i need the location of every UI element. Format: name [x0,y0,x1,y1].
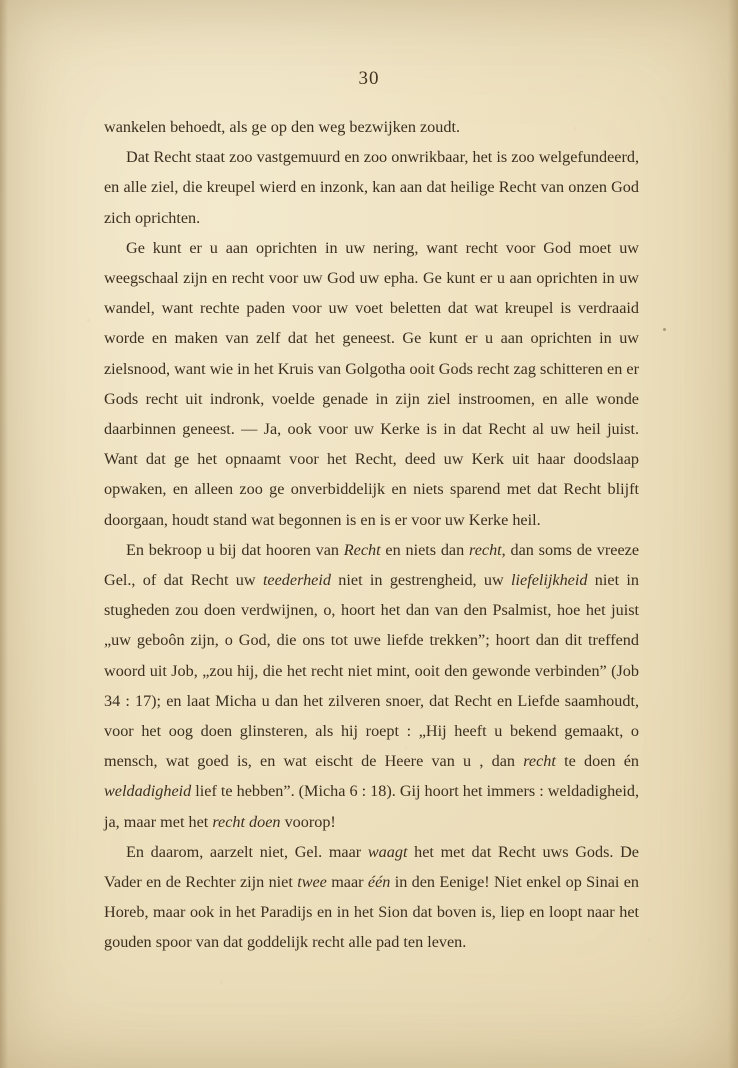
text-run: Dat Recht staat zoo vastgemuurd en zoo onwrikbaar, het is zoo welgefundeerd, en alle ziel, die kreupel wierd en inzonk, kan aan dat heilige Recht van onzen God zich oprichten. [104,148,639,227]
text-run: Ge kunt er u aan oprichten in uw nering, want recht voor God moet uw weegschaal zijn en recht voor uw God uw epha. Ge kunt er u aan oprichten in uw wandel, want rechte paden voor uw voet beletten dat wat kreupel is verdraaid worde en maken van zelf dat het geneest. Ge kunt er u aan oprichten in uw zielsnood, want wie in het Kruis van Golgotha ooit Gods recht zag schitteren en er Gods recht uit indronk, voelde genade in zijn ziel instroomen, en alle wonde daarbinnen geneest. — Ja, ook voor uw Kerke is in dat Recht al uw heil juist. Want dat ge het opnaamt voor het Recht, deed uw Kerk uit haar doodslaap opwaken, en alleen zoo ge onverbiddelijk en niets sparend met dat Recht blijft doorgaan, houdt stand wat begonnen is en is er voor uw Kerke heil. [104,238,639,529]
page-edge-right-shadow [728,0,738,1068]
emphasis-text: weldadigheid [104,782,192,801]
paragraph [104,535,639,837]
page-edge-left-shadow [0,0,8,1068]
text-run: niet in stugheden zou doen verdwijnen, o, hoort het dan van den Psalmist, hoe het juist „uw geboôn zijn, o God, die ons tot uwe liefde trekken”; hoort dan dit treffend woord uit Job, „zou hij, die het recht niet mint, ooit den gewonde verbinden” (Job 34 : 17); en laat Micha u dan het zilveren snoer, dat Recht en Liefde saamhoudt, voor het oog doen glinsteren, als hij roept : „Hij heeft u bekend gemaakt, o mensch, wat goed is, en wat eischt de Heere van u , dan [104,571,639,771]
page-number: 30 [358,68,380,89]
text-run: , dan soms de vreeze Gel., of dat Recht uw [104,540,639,590]
paragraph [104,837,639,958]
emphasis-text: recht [469,540,502,559]
margin-speck [663,328,666,331]
emphasis-text: liefelijkheid [511,571,588,590]
emphasis-text: Recht [343,540,381,559]
text-run: niet in gestrengheid, uw [330,571,512,590]
text-run: En daarom, aarzelt niet, Gel. maar [126,842,368,861]
text-run: En bekroop u bij dat hooren van [126,540,344,559]
text-run: voorop! [280,812,336,831]
emphasis-text: één [367,873,391,892]
text-run: in den Eenige! Niet enkel op Sinai en Horeb, maar ook in het Paradijs en in het Sion dat boven is, liep en loopt naar het gouden spoor van dat goddelijk recht alle pad ten leven. [104,873,640,952]
emphasis-text: teederheid [262,571,331,590]
paragraph [104,142,639,233]
paragraph [104,112,639,142]
emphasis-text: waagt [367,842,408,861]
text-run: wankelen behoedt, als ge op den weg bezwijken zoudt. [104,118,461,136]
text-run: maar [326,873,368,892]
text-run: het met dat Recht uws Gods. De Vader en de Rechter zijn niet [104,842,639,892]
paragraph [104,233,639,535]
text-run: lief te hebben”. (Micha 6 : 18). Gij hoort het immers : weldadigheid, ja, maar met het [104,782,639,831]
emphasis-text: recht doen [212,812,281,831]
body-text [104,112,639,958]
text-run: en niets dan [380,540,469,559]
emphasis-text: twee [297,873,327,892]
text-run: te doen én [555,752,639,771]
emphasis-text: recht [523,752,556,771]
